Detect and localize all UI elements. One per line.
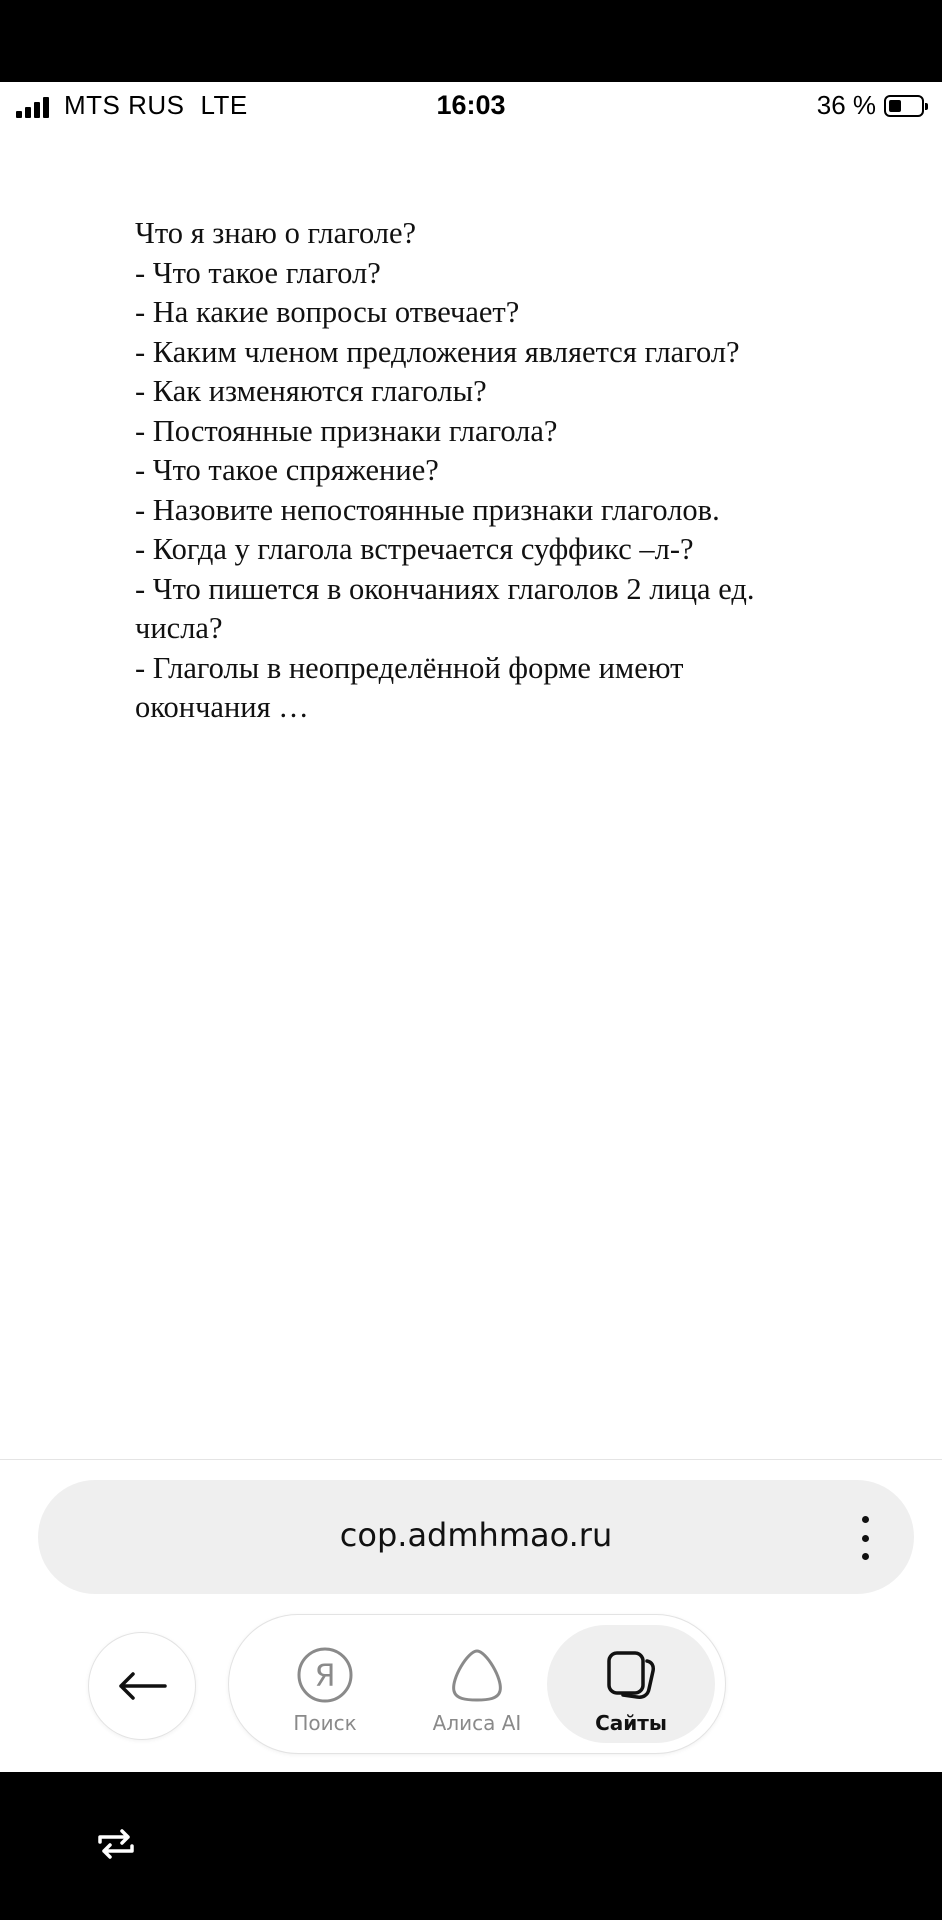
- question-line: - Как изменяются глаголы?: [135, 374, 487, 408]
- nav-sites-button[interactable]: [547, 1625, 715, 1743]
- url-text[interactable]: cop.admhmao.ru: [339, 1516, 613, 1554]
- arrow-left-icon: [117, 1671, 167, 1701]
- nav-alisa-button[interactable]: [397, 1615, 557, 1753]
- nav-search-label: Поиск: [293, 1711, 357, 1735]
- question-line: - Постоянные признаки глагола?: [135, 413, 558, 448]
- battery-percent: 36 %: [816, 90, 876, 120]
- question-line: - Каким членом предложения является глагол?: [135, 334, 740, 369]
- nav-search-button[interactable]: [245, 1615, 405, 1753]
- tabs-icon: [603, 1647, 659, 1703]
- question-line: - На какие вопросы отвечает?: [135, 295, 520, 329]
- bottom-nav: [228, 1614, 726, 1754]
- question-line: числа?: [135, 611, 223, 645]
- status-time: 16:03: [436, 90, 506, 120]
- yandex-search-icon: [296, 1646, 354, 1704]
- back-button[interactable]: [88, 1632, 196, 1740]
- nav-sites-label: Сайты: [595, 1711, 667, 1735]
- question-line: - Что пишется в окончаниях глаголов 2 лица ед.: [135, 571, 755, 606]
- address-bar[interactable]: [38, 1480, 914, 1594]
- more-vertical-icon[interactable]: [860, 1516, 870, 1560]
- network-type: LTE: [200, 90, 248, 120]
- question-line: - Назовите непостоянные признаки глаголов.: [135, 492, 720, 527]
- battery-icon: [884, 95, 924, 117]
- question-line: окончания …: [135, 690, 309, 724]
- question-line: - Что такое глагол?: [135, 255, 381, 290]
- question-line: - Когда у глагола встречается суффикс –л-?: [135, 532, 694, 566]
- question-line: - Что такое спряжение?: [135, 453, 439, 487]
- carrier-name: MTS RUS: [64, 90, 185, 120]
- bottom-black-bar: [0, 1772, 942, 1920]
- alisa-icon: [448, 1647, 506, 1703]
- document-content: [135, 214, 855, 728]
- question-line: - Глаголы в неопределённой форме имеют: [135, 650, 684, 685]
- svg-text:Я: Я: [314, 1659, 336, 1694]
- top-black-bar: [0, 0, 942, 82]
- nav-alisa-label: Алиса AI: [432, 1711, 522, 1735]
- repeat-icon[interactable]: [94, 1828, 138, 1860]
- toolbar-divider: [0, 1459, 942, 1460]
- document-title: Что я знаю о глаголе?: [135, 216, 417, 250]
